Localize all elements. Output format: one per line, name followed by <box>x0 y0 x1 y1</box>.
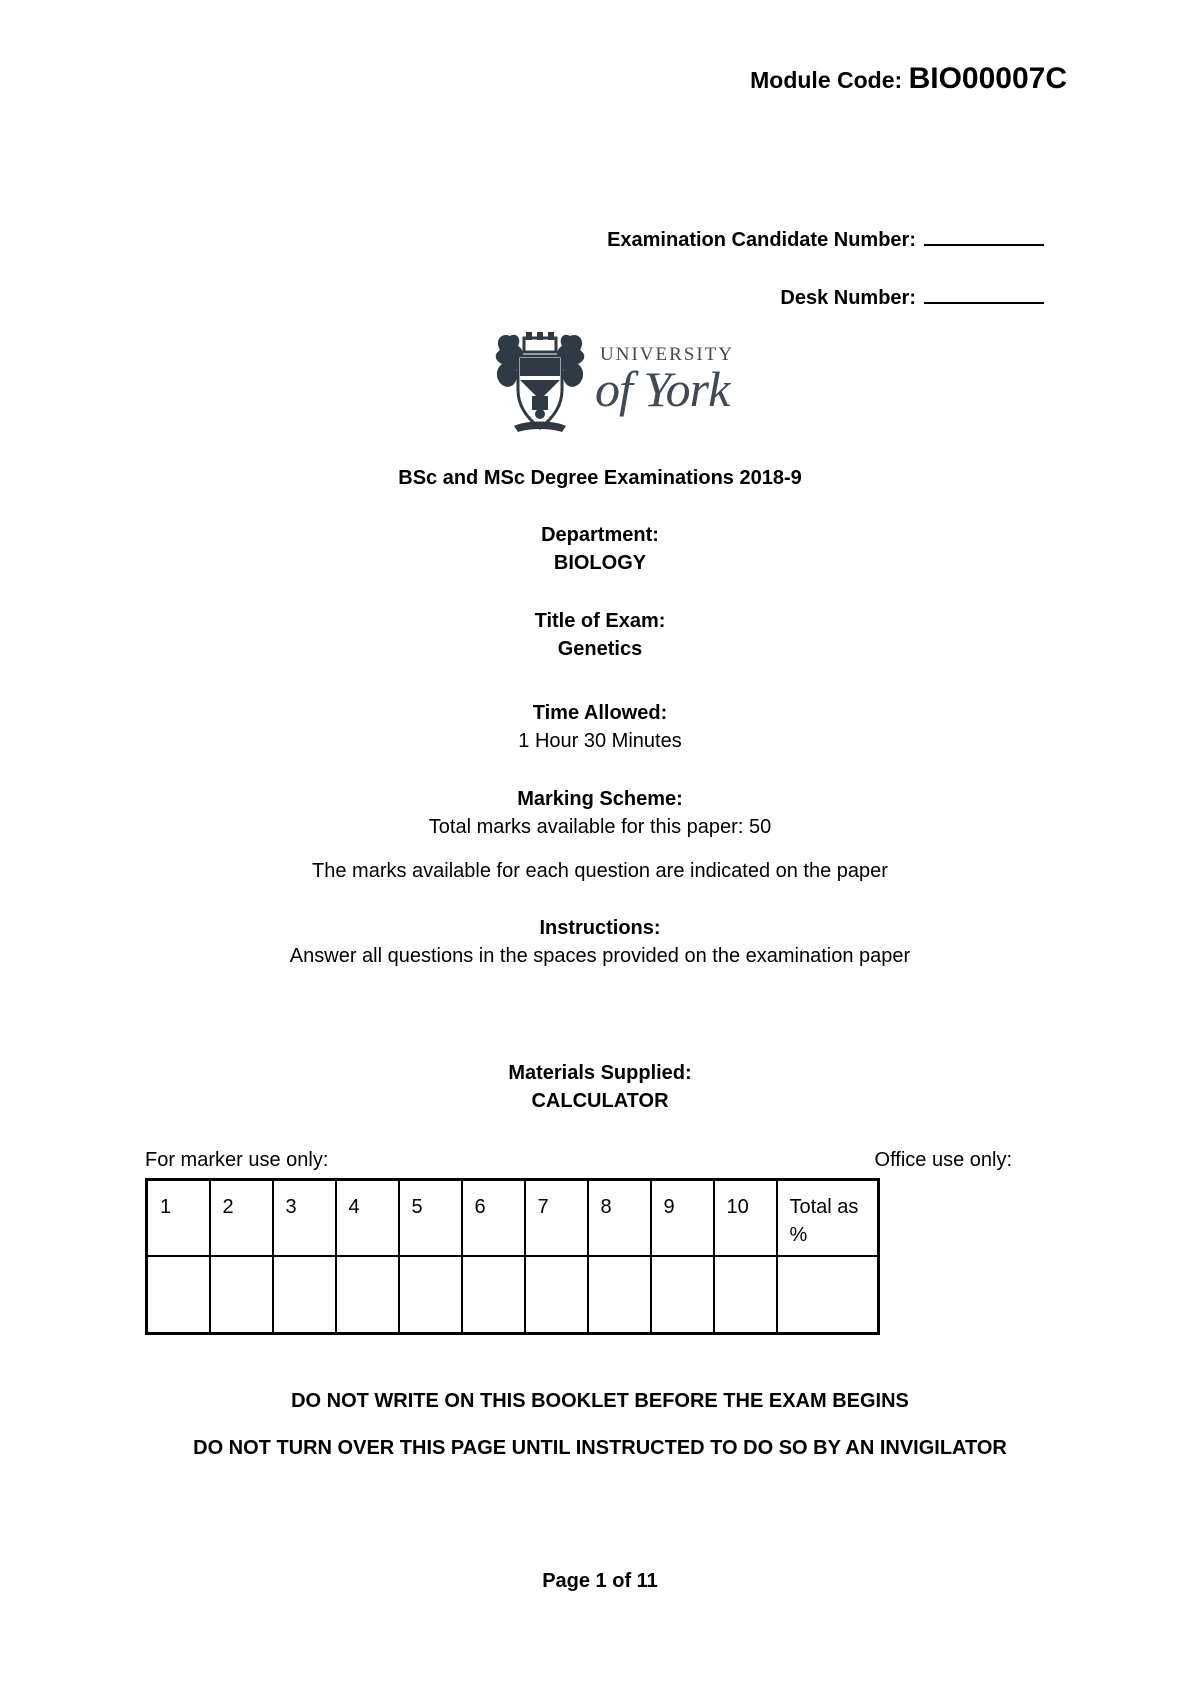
materials-section <box>0 1059 1200 1115</box>
title-section <box>0 607 1200 663</box>
department-label: Department: <box>541 524 659 546</box>
marks-header-cell: 10 <box>714 1180 777 1256</box>
marks-table <box>145 1178 880 1335</box>
score-cell[interactable] <box>588 1256 651 1334</box>
marks-header-cell: 9 <box>651 1180 714 1256</box>
module-code-value: BIO00007C <box>908 62 1067 95</box>
score-cell[interactable] <box>651 1256 714 1334</box>
marking-section <box>0 785 1200 841</box>
department-value: BIOLOGY <box>553 552 647 574</box>
score-cell[interactable] <box>273 1256 336 1334</box>
marks-header-cell: 5 <box>399 1180 462 1256</box>
exam-series: BSc and MSc Degree Examinations 2018-9 <box>398 467 802 489</box>
materials-value: CALCULATOR <box>531 1090 669 1112</box>
score-cell[interactable] <box>210 1256 273 1334</box>
instructions-value: Answer all questions in the spaces provided on the examination paper <box>289 945 911 967</box>
candidate-number-field <box>607 226 1044 252</box>
marking-note: The marks available for each question are indicated on the paper <box>312 860 888 882</box>
time-allowed-value: 1 Hour 30 Minutes <box>518 730 682 752</box>
office-use-label: Office use only: <box>874 1149 1012 1171</box>
marks-header-cell: 3 <box>273 1180 336 1256</box>
desk-number-blank[interactable] <box>924 284 1044 304</box>
university-logo <box>490 330 760 435</box>
candidate-number-label: Examination Candidate Number: <box>607 229 916 251</box>
marks-header-cell: 4 <box>336 1180 399 1256</box>
marks-table-score-row <box>147 1256 879 1334</box>
page-number: Page 1 of 11 <box>542 1570 658 1592</box>
marks-header-cell: 2 <box>210 1180 273 1256</box>
marks-header-cell: 8 <box>588 1180 651 1256</box>
marker-use-label: For marker use only: <box>145 1149 329 1171</box>
score-cell[interactable] <box>462 1256 525 1334</box>
desk-number-field <box>780 284 1044 310</box>
marks-header-total-cell: Total as % <box>777 1180 879 1256</box>
materials-label: Materials Supplied: <box>508 1062 692 1084</box>
warning-no-writing: DO NOT WRITE ON THIS BOOKLET BEFORE THE EXAM BEGINS <box>291 1390 909 1412</box>
module-code <box>750 62 1067 96</box>
exam-title-value: Genetics <box>557 638 643 660</box>
warning-no-turning: DO NOT TURN OVER THIS PAGE UNTIL INSTRUCTED TO DO SO BY AN INVIGILATOR <box>193 1437 1007 1459</box>
time-section <box>0 699 1200 755</box>
department-section <box>0 521 1200 577</box>
exam-title-label: Title of Exam: <box>534 610 666 632</box>
marks-header-cell: 6 <box>462 1180 525 1256</box>
desk-number-label: Desk Number: <box>780 287 916 309</box>
marks-header-cell: 7 <box>525 1180 588 1256</box>
instructions-label: Instructions: <box>539 917 661 939</box>
score-cell[interactable] <box>399 1256 462 1334</box>
score-cell[interactable] <box>147 1256 210 1334</box>
time-allowed-label: Time Allowed: <box>532 702 668 724</box>
marking-total: Total marks available for this paper: 50 <box>428 816 772 838</box>
score-cell[interactable] <box>336 1256 399 1334</box>
logo-york-text: of York <box>595 361 730 417</box>
marking-scheme-label: Marking Scheme: <box>517 788 683 810</box>
score-total-cell[interactable] <box>777 1256 879 1334</box>
candidate-number-blank[interactable] <box>924 226 1044 246</box>
marks-table-header-row <box>147 1180 879 1256</box>
score-cell[interactable] <box>525 1256 588 1334</box>
score-cell[interactable] <box>714 1256 777 1334</box>
logo-university-text: UNIVERSITY <box>600 344 734 365</box>
instructions-section <box>0 914 1200 970</box>
module-code-label: Module Code: <box>750 67 903 93</box>
crest-icon <box>490 330 590 435</box>
marks-header-cell: 1 <box>147 1180 210 1256</box>
